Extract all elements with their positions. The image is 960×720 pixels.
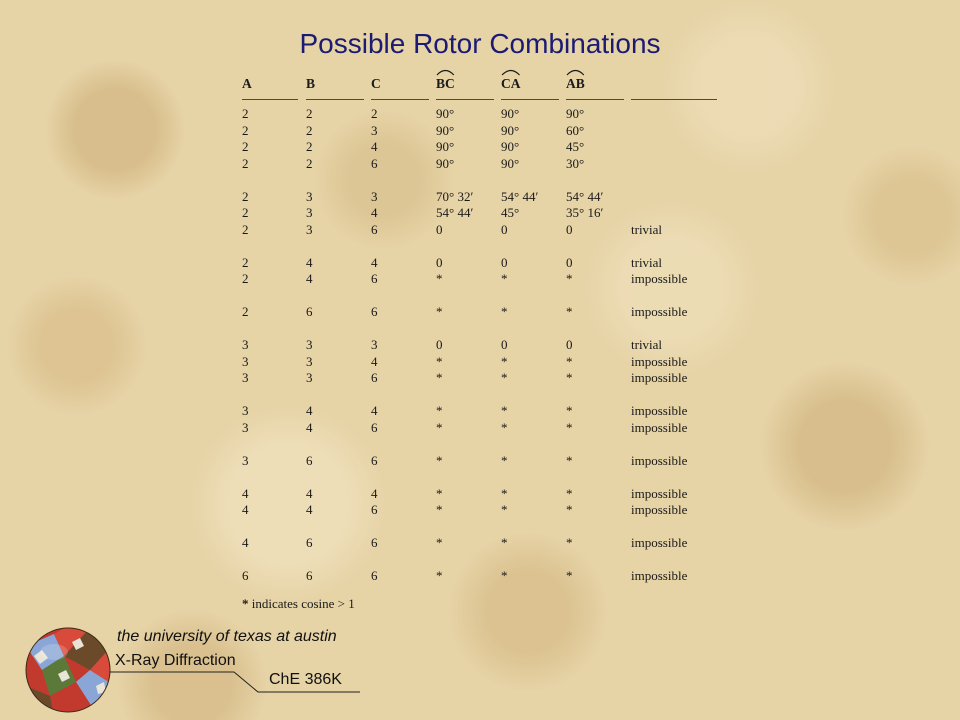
cell-bc: * [436,452,443,468]
cell-b: 3 [306,353,313,369]
footnote-star: * [242,596,249,611]
header-underline [566,99,624,100]
cell-b: 4 [306,254,313,270]
cell-c: 6 [371,452,378,468]
cell-b: 2 [306,122,313,138]
cell-a: 3 [242,337,249,352]
cell-a: 3 [242,370,249,385]
cell-c: 6 [371,221,378,237]
header-label: BC [436,76,455,91]
cell-ab: * [566,452,573,468]
cell-ca: 54° 44′ [501,188,539,204]
cell-c: 6 [371,535,378,550]
cell-a: 3 [242,353,249,369]
cell-a: 4 [242,502,249,517]
cell-ca: 0 [501,221,508,237]
header-underline [501,99,559,100]
cell-a: 2 [242,221,249,237]
cell-a: 2 [242,122,249,138]
cell-b: 4 [306,403,313,418]
cell-note: impossible [631,353,688,369]
header-b [306,76,315,92]
header-bc [436,76,455,92]
cell-ca: 90° [501,155,520,171]
cell-ab: 30° [566,155,585,171]
cell-a: 2 [242,139,249,154]
cell-ab: 0 [566,254,573,270]
header-label: C [371,76,381,91]
cell-c: 4 [371,254,378,270]
cell-c: 4 [371,205,378,220]
header-underline [371,99,429,100]
table-footnote [242,596,355,612]
cell-b: 4 [306,419,313,435]
cell-a: 3 [242,452,249,468]
cell-ab: 35° 16′ [566,205,604,220]
cell-b: 6 [306,304,313,319]
cell-c: 3 [371,188,378,204]
cell-a: 2 [242,155,249,171]
university-name: the university of texas at austin [117,628,337,645]
cell-ca: * [501,535,508,550]
cell-b: 6 [306,568,313,583]
cell-a: 4 [242,535,249,550]
cell-c: 3 [371,337,378,352]
cell-b: 6 [306,452,313,468]
course-code: ChE 386K [269,671,342,688]
cell-ca: * [501,568,508,583]
slide-title: Possible Rotor Combinations [299,28,661,59]
cell-b: 6 [306,535,313,550]
cell-b: 3 [306,205,313,220]
cell-ca: * [501,370,508,385]
cell-bc: 90° [436,155,455,171]
header-underline [242,99,298,100]
cell-b: 3 [306,188,313,204]
header-c [371,76,381,92]
header-label: CA [501,76,521,91]
cell-a: 4 [242,485,249,501]
cell-note: impossible [631,419,688,435]
cell-ab: * [566,568,573,583]
cell-a: 2 [242,188,249,204]
cell-c: 4 [371,403,378,418]
cell-ca: 0 [501,337,508,352]
cell-ca: * [501,485,508,501]
cell-ab: * [566,370,573,385]
header-label: A [242,76,252,91]
cell-bc: 0 [436,221,443,237]
header-underline [631,99,717,100]
cell-c: 3 [371,122,378,138]
cell-c: 2 [371,106,378,121]
cell-a: 2 [242,205,249,220]
cell-b: 4 [306,502,313,517]
cell-a: 6 [242,568,249,583]
cell-ca: 45° [501,205,520,220]
cell-ab: * [566,419,573,435]
cell-bc: * [436,502,443,517]
cell-note: impossible [631,485,688,501]
cell-bc: * [436,353,443,369]
header-underline [436,99,494,100]
cell-b: 3 [306,221,313,237]
cell-ab: 45° [566,139,585,154]
cell-ab: * [566,502,573,517]
cell-ca: * [501,452,508,468]
cell-ab: * [566,535,573,550]
header-label: B [306,76,316,91]
cell-ca: 0 [501,254,508,270]
angle-arc-icon [566,68,585,76]
angle-arc-icon [436,68,455,76]
cell-ab: 0 [566,221,573,237]
header-underline [306,99,364,100]
cell-c: 6 [371,568,378,583]
cell-a: 2 [242,254,249,270]
cell-b: 4 [306,271,313,286]
cell-bc: * [436,485,443,501]
header-label: AB [566,76,585,91]
cell-bc: * [436,419,443,435]
cell-b: 2 [306,106,313,121]
cell-bc: * [436,304,443,319]
cell-c: 6 [371,271,378,286]
cell-note: trivial [631,221,663,237]
cell-note: impossible [631,370,688,385]
cell-ca: * [501,271,508,286]
cell-note: impossible [631,403,688,418]
cell-a: 3 [242,403,249,418]
cell-c: 6 [371,370,378,385]
angle-arc-icon [501,68,521,76]
cell-ca: 90° [501,106,520,121]
cell-ab: 0 [566,337,573,352]
cell-c: 4 [371,485,378,501]
cell-bc: * [436,568,443,583]
cell-bc: 0 [436,254,443,270]
cell-a: 2 [242,271,249,286]
header-a [242,76,252,92]
cell-bc: * [436,535,443,550]
cell-ca: 90° [501,122,520,138]
cell-bc: 54° 44′ [436,205,474,220]
cell-ab: 90° [566,106,585,121]
cell-ca: * [501,304,508,319]
cell-bc: 90° [436,122,455,138]
cell-note: impossible [631,535,688,550]
cell-c: 6 [371,155,378,171]
cell-b: 4 [306,485,313,501]
cell-c: 6 [371,419,378,435]
cell-ca: * [501,403,508,418]
cell-ca: * [501,502,508,517]
cell-a: 2 [242,106,249,121]
cell-b: 3 [306,370,313,385]
cell-bc: * [436,403,443,418]
cell-note: impossible [631,304,688,319]
cell-ab: * [566,403,573,418]
header-ca [501,76,521,92]
cell-a: 3 [242,419,249,435]
cell-bc: 90° [436,106,455,121]
escher-tessellation-sphere-icon [24,626,112,714]
cell-b: 2 [306,155,313,171]
cell-b: 3 [306,337,313,352]
cell-ab: * [566,353,573,369]
cell-note: impossible [631,502,688,517]
department-name: X-Ray Diffraction [115,652,236,669]
cell-ab: 60° [566,122,585,138]
cell-ca: * [501,353,508,369]
cell-bc: * [436,370,443,385]
cell-ca: * [501,419,508,435]
cell-c: 6 [371,304,378,319]
cell-c: 4 [371,139,378,154]
cell-bc: 90° [436,139,455,154]
cell-ab: * [566,485,573,501]
cell-b: 2 [306,139,313,154]
cell-note: impossible [631,271,688,286]
cell-note: trivial [631,337,663,352]
cell-note: impossible [631,452,688,468]
cell-bc: * [436,271,443,286]
cell-bc: 0 [436,337,443,352]
cell-ab: * [566,271,573,286]
cell-a: 2 [242,304,249,319]
cell-bc: 70° 32′ [436,188,474,204]
footnote-text: indicates cosine > 1 [251,596,355,611]
cell-note: impossible [631,568,688,583]
cell-ab: * [566,304,573,319]
cell-note: trivial [631,254,663,270]
cell-c: 6 [371,502,378,517]
cell-ab: 54° 44′ [566,188,604,204]
header-ab [566,76,585,92]
cell-ca: 90° [501,139,520,154]
cell-c: 4 [371,353,378,369]
